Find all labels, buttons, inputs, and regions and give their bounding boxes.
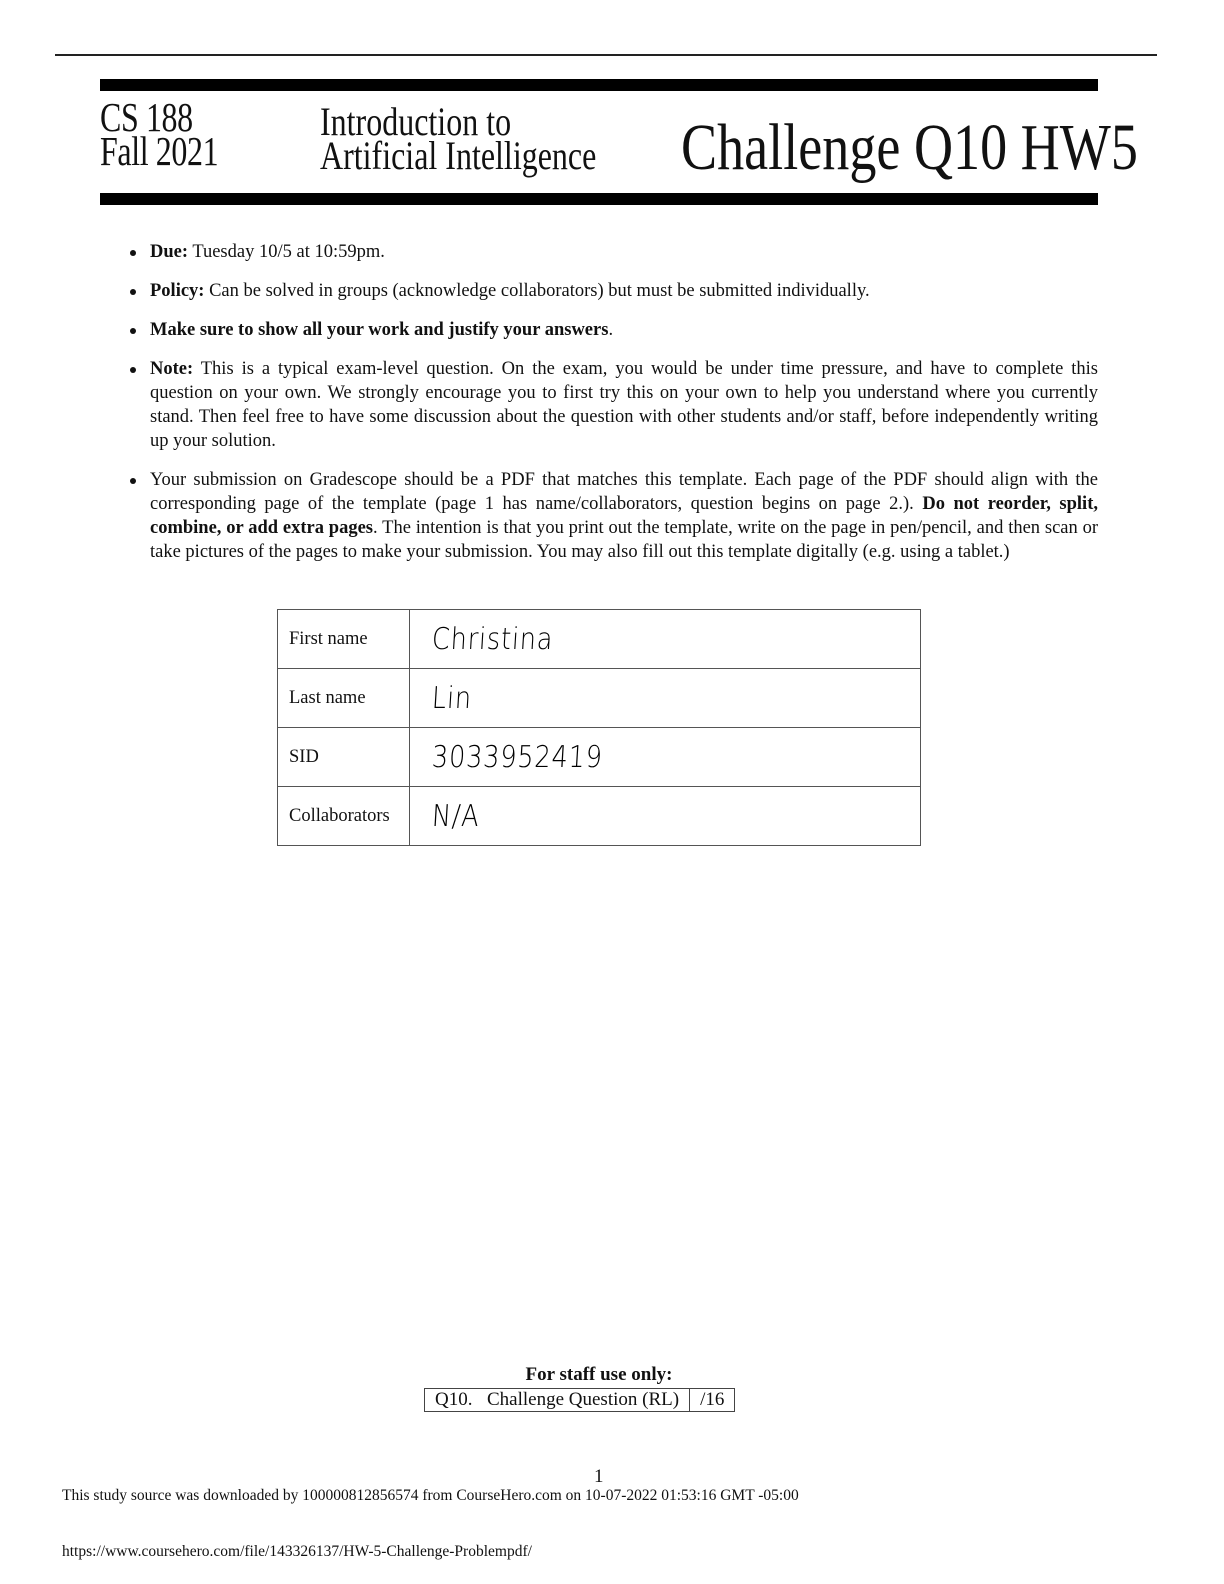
sid-field[interactable] (410, 728, 921, 787)
sid-label: SID (278, 728, 410, 787)
table-row (278, 610, 921, 669)
last-name-label: Last name (278, 669, 410, 728)
instruction-policy: Policy: Can be solved in groups (acknowledge collaborators) but must be submitted individually. (150, 279, 1098, 303)
document-title: Challenge Q10 HW5 (681, 111, 1138, 184)
table-row (278, 787, 921, 846)
instructions-list (150, 240, 1098, 579)
header-bar-bottom (100, 193, 1098, 205)
instruction-note: Note: This is a typical exam-level question. On the exam, you would be under time pressure, and have to complete this question on your own. We strongly encourage you to first try this on your own to help you understand where you currently stand. Then feel free to have some discussion about the question with other students and/or staff, before independently writing up your solution. (150, 359, 1098, 451)
top-rule (55, 54, 1157, 56)
subject-block (320, 99, 597, 178)
course-code: CS 188 (100, 94, 193, 140)
score-cell: /16 (690, 1389, 735, 1412)
first-name-label: First name (278, 610, 410, 669)
table-row (278, 728, 921, 787)
page-number: 1 (594, 1466, 604, 1487)
subject-line-2: Artificial Intelligence (320, 133, 597, 178)
staff-score-table (424, 1388, 735, 1412)
question-number: Q10. (435, 1389, 473, 1410)
course-block (100, 94, 219, 174)
table-row (425, 1389, 735, 1412)
table-row (278, 669, 921, 728)
download-notice: This study source was downloaded by 100000812856574 from CourseHero.com on 10-07-2022 01:53:16 GMT -05:00 (62, 1487, 799, 1504)
instruction-submission: Your submission on Gradescope should be a PDF that matches this template. Each page of the PDF should align with the corresponding page of the template (page 1 has name/collaborators, question begins on page 2.). Do not reorder, split, combine, or add extra pages. The intention is that you print out the template, write on the page in pen/pencil, and then scan or take pictures of the pages to make your submission. You may also fill out this template digitally (e.g. using a tablet.) (150, 470, 1098, 562)
question-name: Challenge Question (RL) (487, 1389, 680, 1410)
last-name-field[interactable] (410, 669, 921, 728)
sid-handwritten: 3033952419 (430, 739, 604, 775)
source-url[interactable]: https://www.coursehero.com/file/143326137/HW-5-Challenge-Problempdf/ (62, 1543, 532, 1560)
collaborators-label: Collaborators (278, 787, 410, 846)
staff-use-title: For staff use only: (525, 1364, 673, 1385)
instruction-due: Due: Tuesday 10/5 at 10:59pm. (150, 240, 1098, 264)
question-cell (425, 1389, 690, 1412)
first-name-field[interactable] (410, 610, 921, 669)
subject-line-1: Introduction to (320, 99, 512, 144)
collaborators-field[interactable] (410, 787, 921, 846)
course-term: Fall 2021 (100, 128, 219, 174)
last-name-handwritten: Lin (430, 680, 474, 716)
collaborators-handwritten: N/A (430, 798, 481, 834)
header-bar-top (100, 79, 1098, 91)
first-name-handwritten: Christina (430, 621, 555, 657)
student-info-table (277, 609, 921, 846)
instruction-show-work: Make sure to show all your work and justify your answers. (150, 318, 1098, 342)
